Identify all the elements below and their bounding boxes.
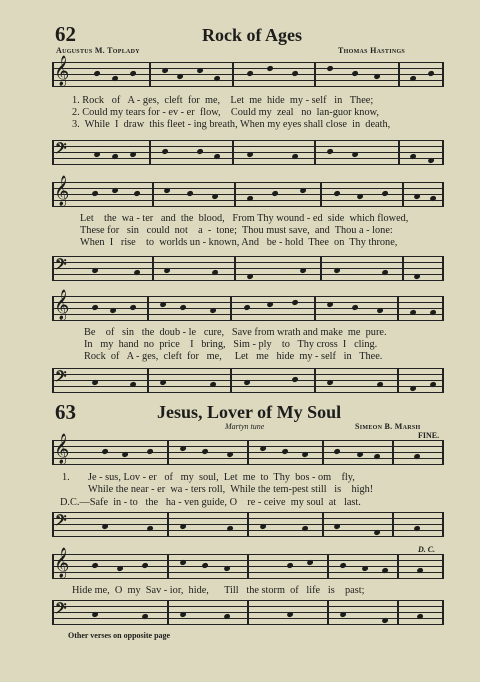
footnote: Other verses on opposite page xyxy=(68,631,171,640)
bass-clef-icon: 𝄢 xyxy=(55,600,67,620)
treble-clef-icon: 𝄞 xyxy=(54,290,70,319)
fine-marking: FINE. xyxy=(418,431,440,440)
composer-credit: Simeon B. Marsh xyxy=(355,422,421,431)
treble-clef-icon: 𝄞 xyxy=(54,434,70,463)
bass-clef-icon: 𝄢 xyxy=(55,512,67,532)
bass-staff xyxy=(52,140,444,164)
treble-clef-icon: 𝄞 xyxy=(54,548,70,577)
hymn63-line4: Hide me, O my Sav - ior, hide, Till the storm of life is past; xyxy=(72,585,365,596)
tune-name: Martyn tune xyxy=(225,422,265,431)
treble-staff xyxy=(52,290,444,320)
hymn-number-63: 63 xyxy=(55,400,76,424)
bass-staff xyxy=(52,512,444,536)
hymn-title-62: Rock of Ages xyxy=(202,25,302,45)
bass-staff xyxy=(52,256,444,280)
hymn62-sys3-verse3: Rock of A - ges, cleft for me, Let me hide my - self in Thee. xyxy=(84,351,383,362)
bass-clef-icon: 𝄢 xyxy=(55,140,67,160)
hymn62-sys1-verse2: 2. Could my tears for - ev - er flow, Could my zeal no lan-guor know, xyxy=(72,107,379,118)
hymn62-sys3-verse1: Be of sin the doub - le cure, Save from wrath and make me pure. xyxy=(84,327,387,338)
treble-staff xyxy=(52,176,444,206)
treble-clef-icon: 𝄞 xyxy=(54,176,70,205)
hymn63-verse-number: 1. xyxy=(62,472,70,483)
hymn62-sys1-verse3: 3. While I draw this fleet - ing breath, When my eyes shall close in death, xyxy=(72,119,391,130)
hymn63-line2: While the near - er wa - ters roll, While the tem-pest still is high! xyxy=(88,484,374,495)
hymn63-line3: D.C.—Safe in - to the ha - ven guide, O re - ceive my soul at last. xyxy=(60,497,361,508)
bass-clef-icon: 𝄢 xyxy=(55,368,67,388)
dc-marking: D. C. xyxy=(418,545,436,554)
bass-staff xyxy=(52,368,444,392)
hymn62-sys2-verse3: When I rise to worlds un - known, And be - hold Thee on Thy throne, xyxy=(80,237,398,248)
treble-staff xyxy=(52,56,444,86)
lyricist-credit: Augustus M. Toplady xyxy=(56,46,140,55)
composer-credit: Thomas Hastings xyxy=(338,46,406,55)
hymn63-line1: Je - sus, Lov - er of my soul, Let me to Thy bos - om fly, xyxy=(88,472,355,483)
hymn62-sys2-verse2: These for sin could not a - tone; Thou must save, and Thou a - lone: xyxy=(80,225,393,236)
treble-clef-icon: 𝄞 xyxy=(54,56,70,85)
hymn62-sys3-verse2: In my hand no price I bring, Sim - ply to Thy cross I cling. xyxy=(84,339,378,350)
bass-clef-icon: 𝄢 xyxy=(55,256,67,276)
hymn-title-63: Jesus, Lover of My Soul xyxy=(157,402,342,422)
hymn-number-62: 62 xyxy=(55,22,76,46)
hymn62-sys1-verse1: 1. Rock of A - ges, cleft for me, Let me hide my - self in Thee; xyxy=(72,95,374,106)
hymn62-sys2-verse1: Let the wa - ter and the blood, From Thy wound - ed side which flowed, xyxy=(80,213,409,224)
bass-staff xyxy=(52,600,444,624)
